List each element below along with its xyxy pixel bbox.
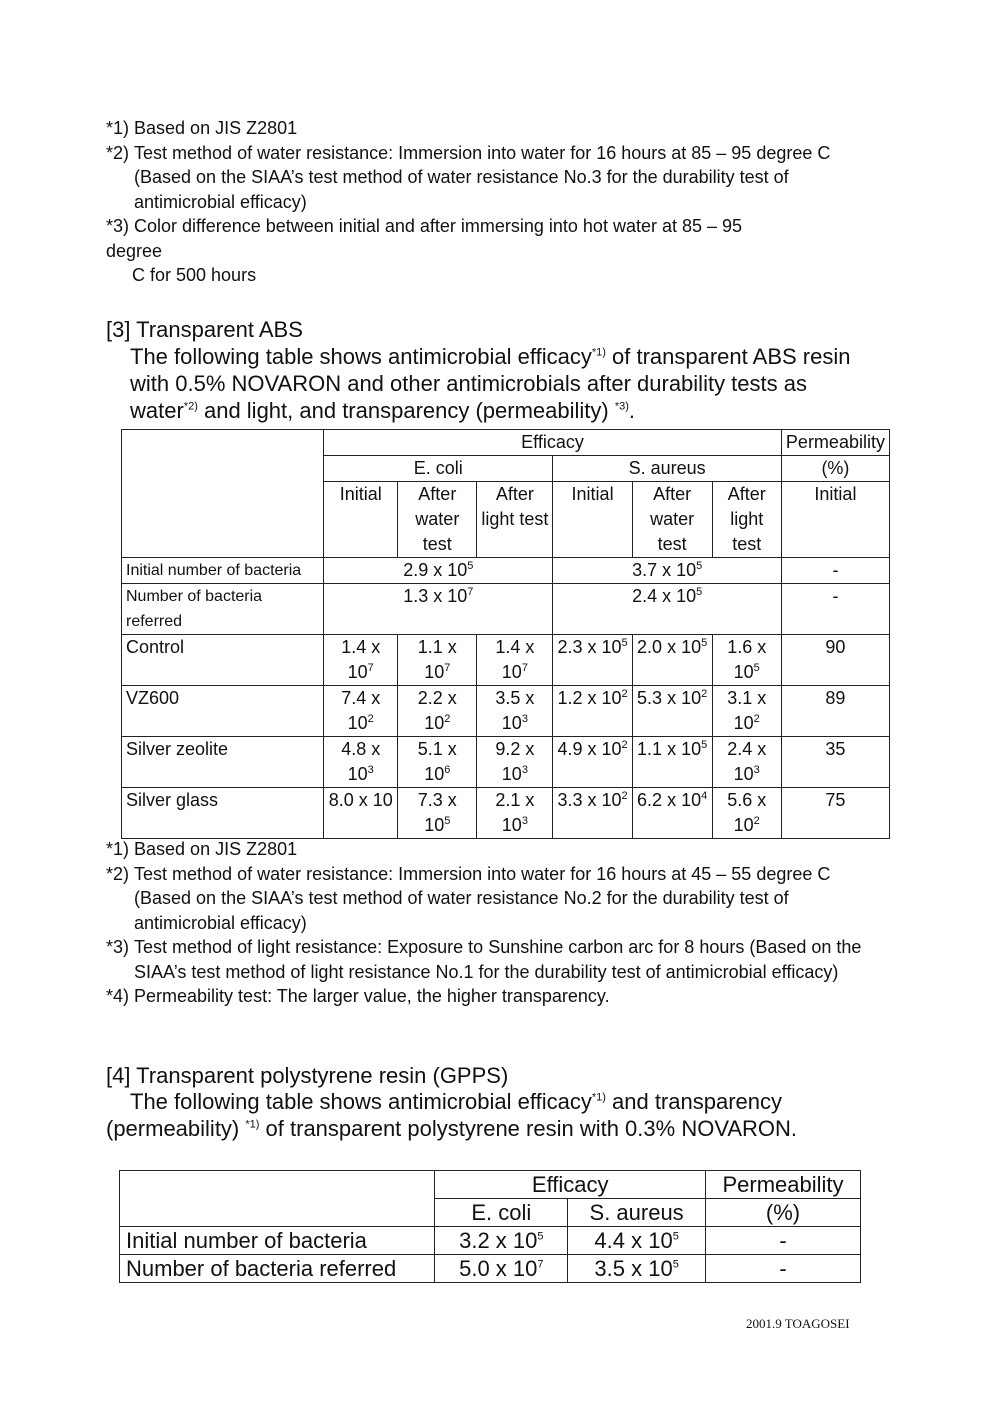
value-exponent: 5 (537, 1230, 544, 1243)
note-text: Permeability test: The larger value, the higher transparency. (134, 986, 610, 1006)
row-name: Silver zeolite (122, 737, 324, 788)
table-row (122, 635, 890, 686)
value-mantissa: 3.3 x 10 (557, 790, 622, 810)
note-text: Test method of water resistance: Immersion into water for 16 hours at 85 – 95 degree C (Based on the SIAA’s test method of water resistance No.3 for the durability test of antimicrobial efficacy) (134, 142, 831, 212)
value-mantissa: 1.4 x 10 (341, 637, 381, 682)
value-exponent: 3 (521, 764, 528, 776)
header-initial: Initial (324, 482, 398, 558)
note-text: Color difference between initial and after immersing into hot water at 85 – 95 (134, 216, 743, 236)
intro-text: of transparent ABS resin with 0.5% NOVARON and other antimicrobials after durability tests as water (130, 344, 851, 423)
value-mantissa: 2.9 x 10 (403, 560, 468, 580)
value-mantissa: 1.2 x 10 (557, 688, 622, 708)
value-exponent: 5 (672, 1258, 679, 1271)
intro-text: The following table shows antimicrobial efficacy (130, 344, 592, 369)
value-mantissa: 1.1 x 10 (637, 739, 702, 759)
note-2 (106, 862, 866, 936)
value-exponent: 4 (701, 790, 708, 802)
note-marker: *3) (106, 216, 135, 236)
value-exponent: 7 (367, 662, 374, 674)
header-initial: Initial (781, 482, 889, 558)
header-efficacy: Efficacy (435, 1171, 706, 1199)
row-name: Silver glass (122, 788, 324, 839)
value-exponent: 7 (467, 586, 474, 598)
cell-permeability: 75 (781, 788, 889, 839)
top-note-3-cont: degree (106, 240, 163, 261)
value-mantissa: 3.1 x 10 (727, 688, 767, 733)
top-note-3 (106, 214, 846, 239)
value-exponent: 2 (444, 713, 451, 725)
note-marker: *1) (106, 118, 135, 138)
value-mantissa: 1.4 x 10 (495, 637, 535, 682)
section-4-heading: [4] Transparent polystyrene resin (GPPS) (106, 1063, 509, 1088)
note-text: Based on JIS Z2801 (134, 839, 298, 859)
header-ecoli: E. coli (324, 456, 553, 482)
note-marker: *2) (106, 863, 135, 884)
cell-value (398, 737, 477, 788)
value-mantissa: 4.9 x 10 (557, 739, 622, 759)
value-mantissa: 2.0 x 10 (637, 637, 702, 657)
cell-saureus (568, 1255, 706, 1283)
cell-value (632, 686, 712, 737)
cell-value (712, 635, 781, 686)
value-mantissa: 6.2 x 10 (637, 790, 702, 810)
table-row (122, 788, 890, 839)
cell-value (712, 686, 781, 737)
value-mantissa: 5.3 x 10 (637, 688, 702, 708)
value-exponent: 7 (537, 1258, 544, 1271)
note-4 (106, 984, 866, 1009)
top-note-3-cont: C for 500 hours (132, 265, 257, 285)
cell-value (477, 788, 553, 839)
initial-permeability: - (781, 558, 889, 584)
value-mantissa: 2.4 x 10 (727, 739, 767, 784)
note-marker: *2) (106, 142, 135, 163)
table-row (120, 1227, 861, 1255)
cell-value (553, 686, 632, 737)
note-3 (106, 935, 866, 984)
intro-text: of transparent polystyrene resin with 0.3% NOVARON. (259, 1116, 798, 1141)
value-mantissa: 2.2 x 10 (417, 688, 457, 733)
cell-permeability: 90 (781, 635, 889, 686)
cell-value (477, 737, 553, 788)
header-permeability: Permeability (781, 430, 889, 456)
note-text: Test method of light resistance: Exposure to Sunshine carbon arc for 8 hours (Based on the SIAA’s test method of light resistance No.1 for the durability test of antimicrobial efficacy) (134, 937, 862, 982)
footnote-ref: *2) (183, 400, 198, 413)
cell-value (632, 788, 712, 839)
row-name: VZ600 (122, 686, 324, 737)
header-ecoli: E. coli (435, 1199, 568, 1227)
note-1 (106, 837, 866, 862)
value-exponent: 5 (467, 560, 474, 572)
gpps-efficacy-table (119, 1170, 861, 1283)
note-marker: *3) (106, 937, 135, 957)
value-mantissa: 2.1 x 10 (495, 790, 535, 835)
cell-value (553, 737, 632, 788)
value-mantissa: 3.2 x 10 (459, 1228, 538, 1253)
top-footnotes (106, 116, 846, 288)
value-exponent: 2 (621, 739, 628, 751)
cell-value (477, 635, 553, 686)
header-after-water: After water test (398, 482, 477, 558)
initial-ecoli (324, 558, 553, 584)
header-permeability: Permeability (706, 1171, 861, 1199)
value-exponent: 7 (444, 662, 451, 674)
value-exponent: 5 (696, 560, 703, 572)
row-label: Initial number of bacteria (120, 1227, 435, 1255)
value-mantissa: 7.3 x 10 (417, 790, 457, 835)
footnote-ref: *1) (591, 1091, 606, 1104)
cell-ecoli (435, 1227, 568, 1255)
top-note-1 (106, 116, 846, 141)
value-mantissa: 4.4 x 10 (594, 1228, 673, 1253)
referred-permeability: - (781, 584, 889, 635)
value-exponent: 5 (696, 586, 703, 598)
cell-value (553, 635, 632, 686)
value-mantissa: 5.6 x 10 (727, 790, 767, 835)
value-mantissa: 9.2 x 10 (495, 739, 535, 784)
note-text: Test method of water resistance: Immersion into water for 16 hours at 45 – 55 degree C (Based on the SIAA’s test method of water resistance No.2 for the durability test of antimicrobial efficacy) (134, 863, 831, 933)
cell-value (398, 635, 477, 686)
value-exponent: 2 (753, 713, 760, 725)
cell-value (324, 737, 398, 788)
value-mantissa: 3.5 x 10 (495, 688, 535, 733)
cell-permeability: 89 (781, 686, 889, 737)
section-3-heading: [3] Transparent ABS (106, 317, 303, 342)
header-percent: (%) (706, 1199, 861, 1227)
header-after-light: After light test (712, 482, 781, 558)
note-marker: *4) (106, 986, 135, 1006)
cell-value (324, 686, 398, 737)
value-exponent: 3 (521, 713, 528, 725)
note-marker: *1) (106, 839, 135, 859)
footer-text: 2001.9 TOAGOSEI (746, 1316, 850, 1331)
value-mantissa: 5.0 x 10 (459, 1256, 538, 1281)
table-row (120, 1255, 861, 1283)
note-text: Based on JIS Z2801 (134, 118, 298, 138)
value-exponent: 3 (367, 764, 374, 776)
footnote-ref: *3) (614, 400, 629, 413)
value-exponent: 5 (701, 739, 708, 751)
section-4-intro (106, 1088, 846, 1142)
cell-permeability: - (706, 1227, 861, 1255)
intro-text: and light, and transparency (permeability) (197, 398, 615, 423)
header-saureus: S. aureus (568, 1199, 706, 1227)
cell-value (477, 686, 553, 737)
cell-value (553, 788, 632, 839)
intro-text: and transparency (permeability) (106, 1089, 782, 1141)
cell-permeability: - (706, 1255, 861, 1283)
value-exponent: 2 (621, 790, 628, 802)
cell-value (712, 788, 781, 839)
value-mantissa: 3.5 x 10 (594, 1256, 673, 1281)
cell-value (324, 788, 398, 839)
value-mantissa: 7.4 x 10 (341, 688, 381, 733)
cell-value (632, 635, 712, 686)
value-mantissa: 2.4 x 10 (632, 586, 697, 606)
header-after-light: After light test (477, 482, 553, 558)
header-after-water: After water test (632, 482, 712, 558)
table-data-rows (122, 635, 890, 839)
table-row (122, 737, 890, 788)
value-mantissa: 2.3 x 10 (557, 637, 622, 657)
intro-text: . (628, 398, 636, 423)
row-label-referred: Number of bacteria referred (122, 584, 324, 635)
initial-saureus (553, 558, 781, 584)
value-exponent: 3 (521, 815, 528, 827)
intro-text: The following table shows antimicrobial efficacy (130, 1089, 592, 1114)
cell-value (398, 686, 477, 737)
section-3-intro (130, 343, 875, 424)
value-mantissa: 4.8 x 10 (341, 739, 381, 784)
header-efficacy: Efficacy (324, 430, 782, 456)
table-corner (120, 1171, 435, 1227)
value-exponent: 2 (621, 688, 628, 700)
table-row (122, 686, 890, 737)
value-mantissa: 5.1 x 10 (417, 739, 457, 784)
row-label-initial: Initial number of bacteria (122, 558, 324, 584)
row-name: Control (122, 635, 324, 686)
value-mantissa: 3.7 x 10 (632, 560, 697, 580)
footnote-ref: *1) (591, 346, 606, 359)
value-exponent: 5 (444, 815, 451, 827)
header-percent: (%) (781, 456, 889, 482)
value-exponent: 5 (753, 662, 760, 674)
header-initial: Initial (553, 482, 632, 558)
value-exponent: 5 (701, 637, 708, 649)
cell-value (632, 737, 712, 788)
value-mantissa: 1.6 x 10 (727, 637, 767, 682)
cell-value (712, 737, 781, 788)
value-exponent: 2 (753, 815, 760, 827)
cell-saureus (568, 1227, 706, 1255)
value-exponent: 7 (521, 662, 528, 674)
value-exponent: 5 (672, 1230, 679, 1243)
value-exponent: 2 (701, 688, 708, 700)
value-exponent: 3 (753, 764, 760, 776)
referred-saureus (553, 584, 781, 635)
footnote-ref: *1) (245, 1118, 260, 1131)
cell-permeability: 35 (781, 737, 889, 788)
value-exponent: 5 (621, 637, 628, 649)
value-mantissa: 8.0 x 10 (328, 790, 393, 810)
value-mantissa: 1.1 x 10 (417, 637, 457, 682)
referred-ecoli (324, 584, 553, 635)
table-corner (122, 430, 324, 558)
value-mantissa: 1.3 x 10 (403, 586, 468, 606)
value-exponent: 2 (367, 713, 374, 725)
header-saureus: S. aureus (553, 456, 781, 482)
section-3-footnotes (106, 837, 866, 1009)
cell-ecoli (435, 1255, 568, 1283)
row-label: Number of bacteria referred (120, 1255, 435, 1283)
cell-value (398, 788, 477, 839)
top-note-2 (106, 141, 846, 215)
abs-efficacy-table (121, 429, 890, 839)
value-exponent: 6 (444, 764, 451, 776)
cell-value (324, 635, 398, 686)
